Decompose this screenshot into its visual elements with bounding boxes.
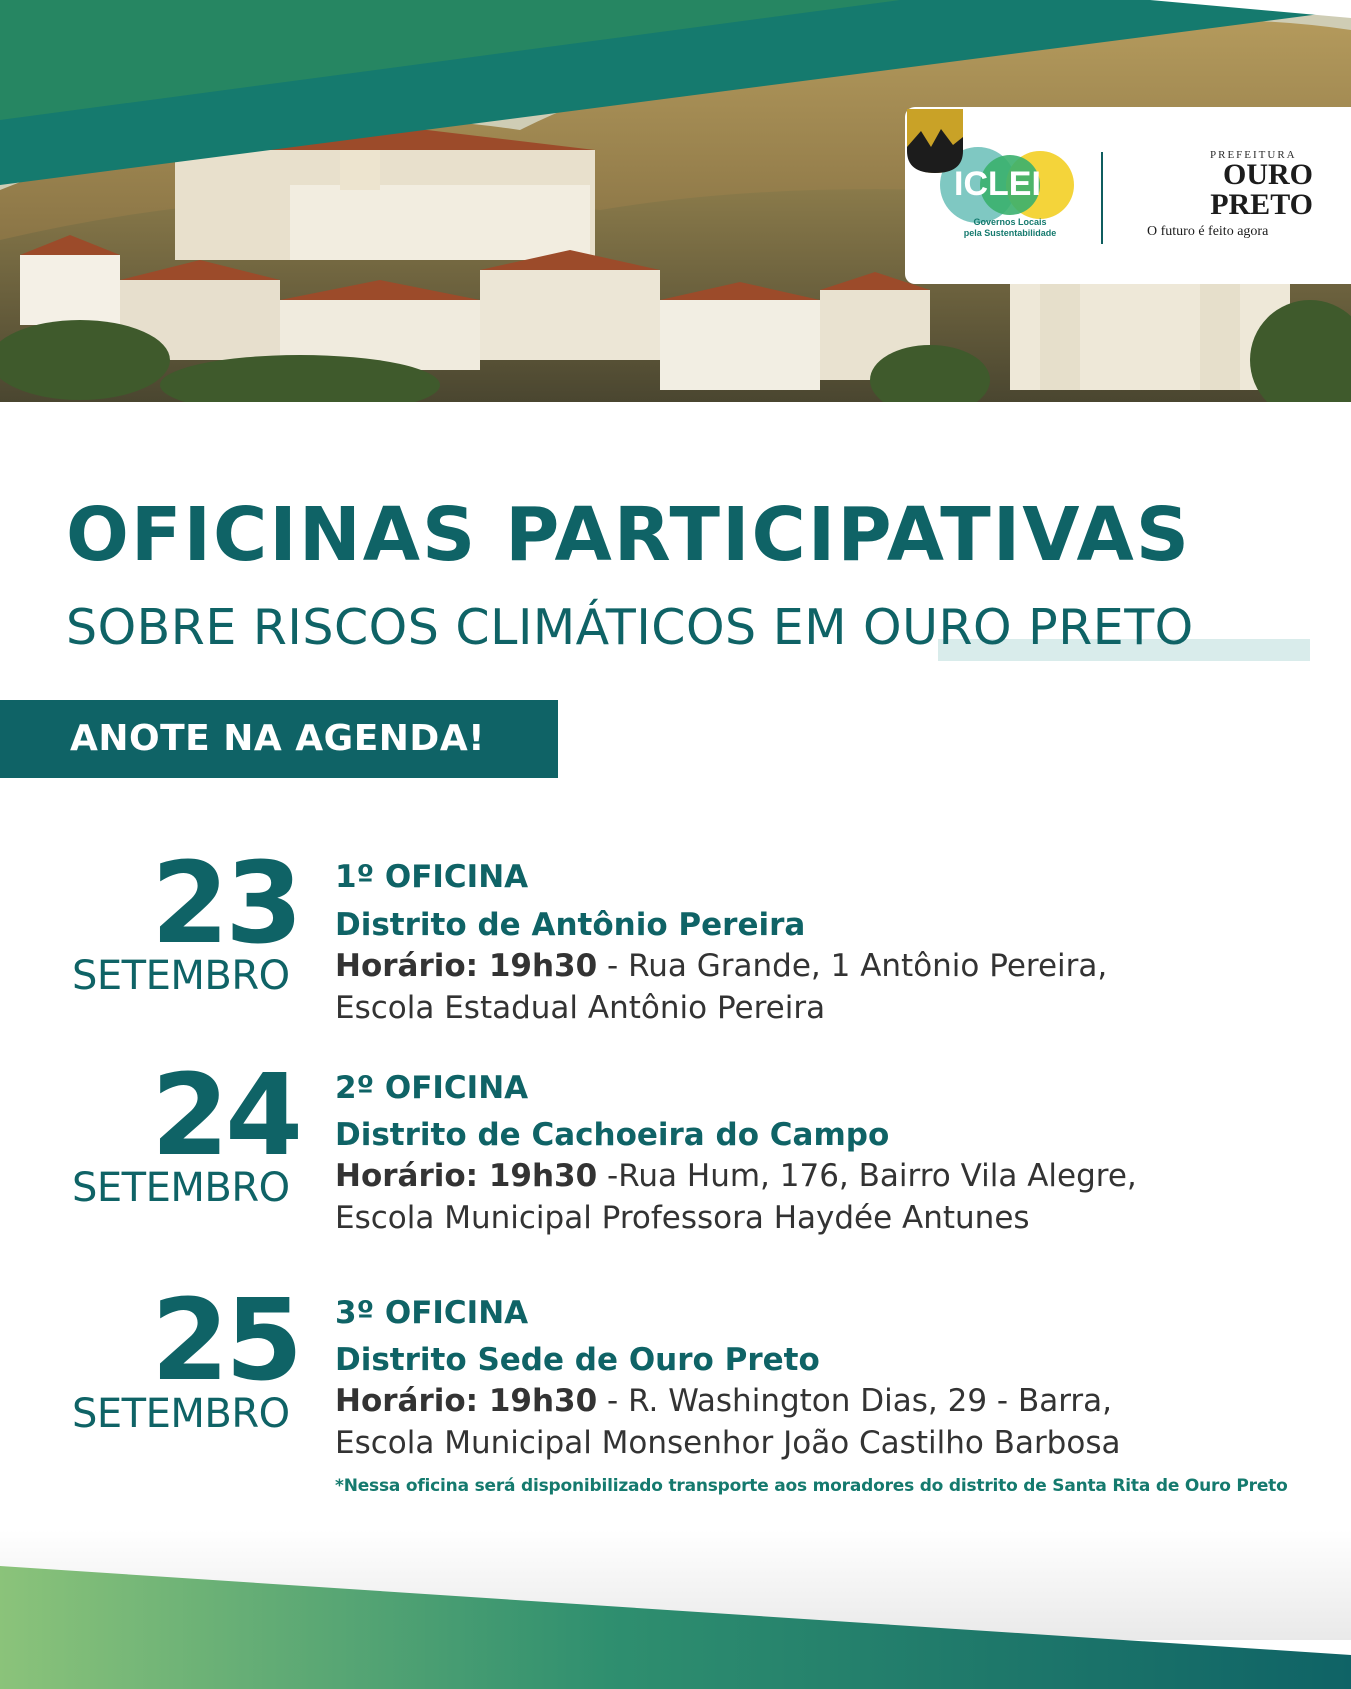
city-line-1: OURO <box>1223 158 1313 191</box>
page-title: OFICINAS PARTICIPATIVAS <box>66 492 1192 578</box>
page-subtitle <box>66 598 1194 658</box>
event-day: 23 <box>151 839 299 969</box>
event-number: 2º OFICINA <box>335 1070 529 1106</box>
event-time: Horário: 19h30 <box>335 948 598 984</box>
event-details <box>335 1155 1137 1197</box>
subtitle-prefix: SOBRE RISCOS CLIMÁTICOS EM <box>66 599 864 656</box>
event-district: Distrito de Cachoeira do Campo <box>335 1117 890 1153</box>
event-details <box>335 945 1107 987</box>
event-month: SETEMBRO <box>72 1165 290 1211</box>
city-slogan: O futuro é feito agora <box>1147 224 1269 239</box>
prefeitura-label: PREFEITURA <box>1210 149 1297 161</box>
event-address: - R. Washington Dias, 29 - Barra, <box>597 1383 1113 1419</box>
city-line-2: PRETO <box>1210 188 1313 221</box>
subtitle-highlight-text: OURO PRETO <box>863 599 1194 656</box>
logo-card <box>905 107 1351 284</box>
agenda-banner <box>0 700 558 778</box>
event-address: - Rua Grande, 1 Antônio Pereira, <box>597 948 1108 984</box>
event-number: 1º OFICINA <box>335 859 529 895</box>
hero-photo <box>0 0 1351 402</box>
event-time: Horário: 19h30 <box>335 1383 598 1419</box>
event-address: -Rua Hum, 176, Bairro Vila Alegre, <box>597 1158 1137 1194</box>
event-day: 25 <box>151 1276 299 1406</box>
event-day: 24 <box>151 1051 299 1181</box>
iclei-tagline-line-2: pela Sustentabilidade <box>963 228 1057 238</box>
event-venue: Escola Municipal Professora Haydée Antunes <box>335 1200 1030 1236</box>
event-district: Distrito de Antônio Pereira <box>335 907 806 943</box>
iclei-wordmark: ICLEI <box>954 165 1041 203</box>
event-month: SETEMBRO <box>72 953 290 999</box>
agenda-banner-label: ANOTE NA AGENDA! <box>70 718 486 759</box>
logo-divider <box>1101 152 1103 244</box>
iclei-tagline <box>935 217 1085 239</box>
event-month: SETEMBRO <box>72 1391 290 1437</box>
event-venue: Escola Estadual Antônio Pereira <box>335 990 826 1026</box>
event-details <box>335 1380 1112 1422</box>
event-venue: Escola Municipal Monsenhor João Castilho Barbosa <box>335 1425 1121 1461</box>
ouro-preto-wordmark <box>1203 160 1313 220</box>
transport-note: *Nessa oficina será disponibilizado transporte aos moradores do distrito de Santa Rita de Ouro Preto <box>335 1476 1288 1496</box>
event-time: Horário: 19h30 <box>335 1158 598 1194</box>
ouro-preto-shield-icon <box>905 107 965 175</box>
bottom-gradient-band <box>0 1560 1351 1689</box>
event-district: Distrito Sede de Ouro Preto <box>335 1342 820 1378</box>
event-number: 3º OFICINA <box>335 1295 529 1331</box>
iclei-tagline-line-1: Governos Locais <box>973 217 1047 227</box>
